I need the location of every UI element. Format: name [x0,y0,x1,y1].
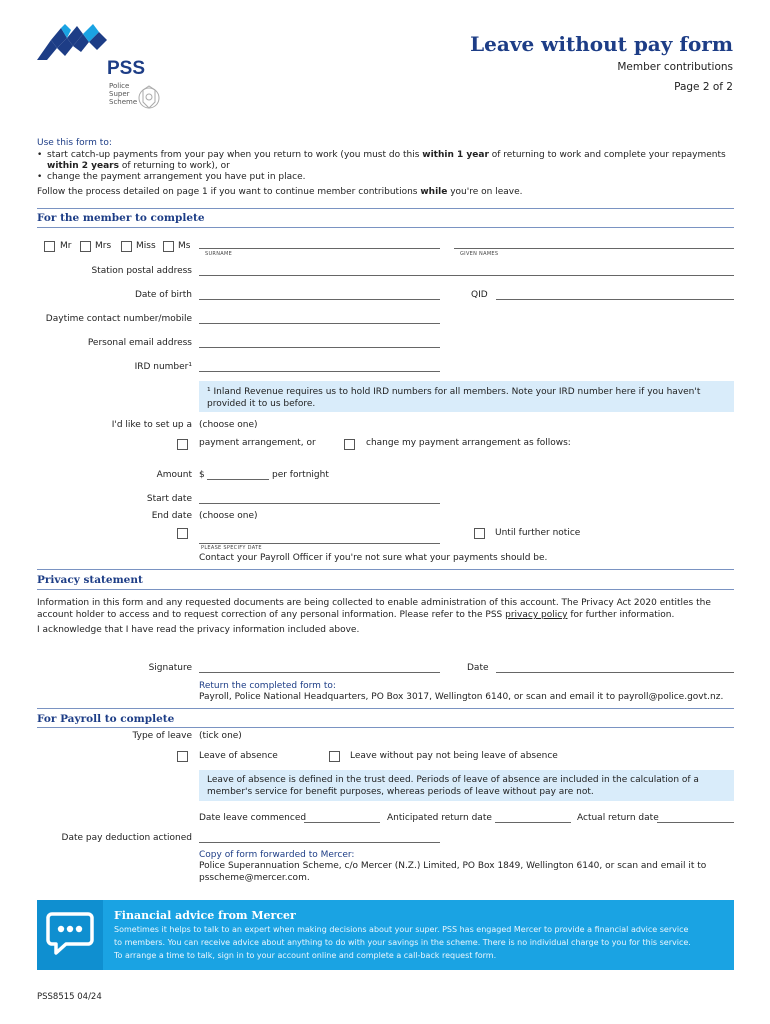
qid-field[interactable] [496,299,734,300]
copy-text-2: psscheme@mercer.com. [199,873,310,883]
intro-b1-bold1: within 1 year [422,150,489,160]
intro-b1-post: of returning to work), or [118,161,230,171]
logo-text: PSS [107,58,146,79]
phone-label: Daytime contact number/mobile [45,314,192,324]
divider [37,569,734,570]
lwop-checkbox[interactable] [329,751,340,762]
leave-definition-note [199,770,734,801]
intro-b1-pre: start catch-up payments from your pay when you return to work (you must do this [47,150,423,160]
leave-type-choose: (tick one) [199,731,242,741]
police-crest-icon [137,84,161,114]
start-date-label: Start date [146,494,192,504]
change-arrangement-label: change my payment arrangement as follows: [366,438,571,448]
email-field[interactable] [199,347,440,348]
advice-heading: Financial advice from Mercer [114,909,296,922]
ird-field[interactable] [199,371,440,372]
qid-label: QID [471,290,488,300]
payroll-heading: For Payroll to complete [37,713,175,725]
dob-label: Date of birth [134,290,192,300]
return-heading: Return the completed form to: [199,681,336,691]
intro-bullet-2: • change the payment arrangement you have put in place. [37,172,306,182]
date-commenced-field[interactable] [304,822,380,823]
payment-arrangement-label: payment arrangement, or [199,438,316,448]
advice-icon-box [37,900,103,970]
date-commenced-label: Date leave commenced [199,813,307,823]
signature-date-field[interactable] [496,672,734,673]
privacy-p1-post: for further information. [567,610,675,620]
actual-return-field[interactable] [657,822,734,823]
privacy-paragraph [37,597,734,621]
title-miss-label: Miss [136,241,156,251]
intro-b1-mid: of returning to work and complete your repayments [488,150,726,160]
start-date-field[interactable] [199,503,440,504]
form-title: Leave without pay form [470,32,733,56]
dob-field[interactable] [199,299,440,300]
ird-note-text: ¹ Inland Revenue requires us to hold IRD numbers for all members. Note your IRD number here if you haven't provided it to us before. [207,387,701,409]
form-code: PSS8515 04/24 [37,992,102,1002]
email-label: Personal email address [87,338,192,348]
deduction-field[interactable] [199,842,440,843]
advice-text-2: to members. You can receive advice about anything to do with your savings in the scheme. There is no individual charge to you for this service. [114,938,691,947]
divider [37,727,734,728]
divider [37,708,734,709]
surname-field[interactable] [199,248,440,249]
divider [37,227,734,228]
title-mr-label: Mr [60,241,72,251]
amount-suffix: per fortnight [272,470,329,480]
privacy-policy-link[interactable]: privacy policy [505,610,568,620]
title-ms-checkbox[interactable] [163,241,174,252]
title-mrs-checkbox[interactable] [80,241,91,252]
payment-arrangement-checkbox[interactable] [177,439,188,450]
signature-field[interactable] [199,672,440,673]
leave-type-label: Type of leave [132,731,192,741]
phone-field[interactable] [199,323,440,324]
chat-bubble-icon [46,911,94,957]
end-choose: (choose one) [199,511,258,521]
signature-date-label: Date [467,663,489,673]
anticipated-return-field[interactable] [495,822,571,823]
actual-return-label: Actual return date [577,813,659,823]
title-miss-checkbox[interactable] [121,241,132,252]
privacy-p1-pre: Information in this form and any requested documents are being collected to enable administration of this account. The Privacy Act 2020 entitles the account holder to access and to request correction of any personal information. Please refer to the PSS [37,598,711,620]
intro-follow-bold: while [420,187,448,197]
station-field[interactable] [199,275,734,276]
leave-of-absence-checkbox[interactable] [177,751,188,762]
amount-prefix: $ [199,470,205,480]
return-text: Payroll, Police National Headquarters, PO Box 3017, Wellington 6140, or scan and email it to payroll@police.govt.nz. [199,692,724,702]
page-number: Page 2 of 2 [674,81,733,93]
ird-note [199,381,734,412]
advice-text-3: To arrange a time to talk, sign in to your account online and complete a call-back request form. [114,951,497,960]
setup-choose: (choose one) [199,420,258,430]
logo-sub-scheme: Scheme [109,98,138,106]
member-section-heading: For the member to complete [37,212,205,224]
specify-date-caption: PLEASE SPECIFY DATE [201,545,262,551]
leave-note-text: Leave of absence is defined in the trust deed. Periods of leave of absence are included in the calculation of a member's service for benefit purposes, whereas periods of leave without pay are not. [207,775,699,797]
until-notice-checkbox[interactable] [474,528,485,539]
advice-banner [37,900,734,970]
divider [37,589,734,590]
end-date-specify-checkbox[interactable] [177,528,188,539]
intro-b2-text: change the payment arrangement you have put in place. [47,172,306,182]
copy-text-1: Police Superannuation Scheme, c/o Mercer (N.Z.) Limited, PO Box 1849, Wellington 6140, or scan and email it to [199,861,707,871]
intro-follow-post: you're on leave. [447,187,523,197]
end-date-label: End date [151,511,192,521]
title-mr-checkbox[interactable] [44,241,55,252]
anticipated-return-label: Anticipated return date [387,813,492,823]
title-ms-label: Ms [178,241,191,251]
pss-logo-mark-icon [37,22,109,64]
deduction-label: Date pay deduction actioned [61,833,192,843]
divider [37,208,734,209]
intro-heading: Use this form to: [37,138,112,148]
leave-of-absence-label: Leave of absence [199,751,278,761]
change-arrangement-checkbox[interactable] [344,439,355,450]
logo-sub-police: Police [109,82,130,90]
amount-field[interactable] [207,479,269,480]
logo-sub-super: Super [109,90,130,98]
intro-follow-pre: Follow the process detailed on page 1 if you want to continue member contributions [37,187,421,197]
privacy-ack: I acknowledge that I have read the privacy information included above. [37,625,360,635]
title-mrs-label: Mrs [95,241,112,251]
amount-label: Amount [156,470,192,480]
intro-b1-bold2: within 2 years [47,161,119,171]
station-label: Station postal address [91,266,192,276]
form-subtitle: Member contributions [617,61,733,73]
ird-label: IRD number¹ [134,362,192,372]
given-names-caption: GIVEN NAMES [460,251,499,257]
until-notice-label: Until further notice [495,528,581,538]
given-names-field[interactable] [454,248,734,249]
end-date-field[interactable] [199,543,440,544]
copy-heading: Copy of form forwarded to Mercer: [199,850,355,860]
setup-label: I'd like to set up a [111,420,192,430]
payroll-tip: Contact your Payroll Officer if you're not sure what your payments should be. [199,553,548,563]
advice-text-1: Sometimes it helps to talk to an expert when making decisions about your super. PSS has engaged Mercer to provide a financial advice service [114,925,689,934]
lwop-label: Leave without pay not being leave of absence [350,751,558,761]
signature-label: Signature [148,663,192,673]
pss-logo [37,22,167,122]
intro-bullet-1: • start catch-up payments from your pay when you return to work (you must do this within 1 year of returning to work and complete your repayments within 2 years of returning to work), or [37,150,726,171]
intro-follow [37,187,522,197]
privacy-heading: Privacy statement [37,574,143,586]
surname-caption: SURNAME [205,251,233,257]
